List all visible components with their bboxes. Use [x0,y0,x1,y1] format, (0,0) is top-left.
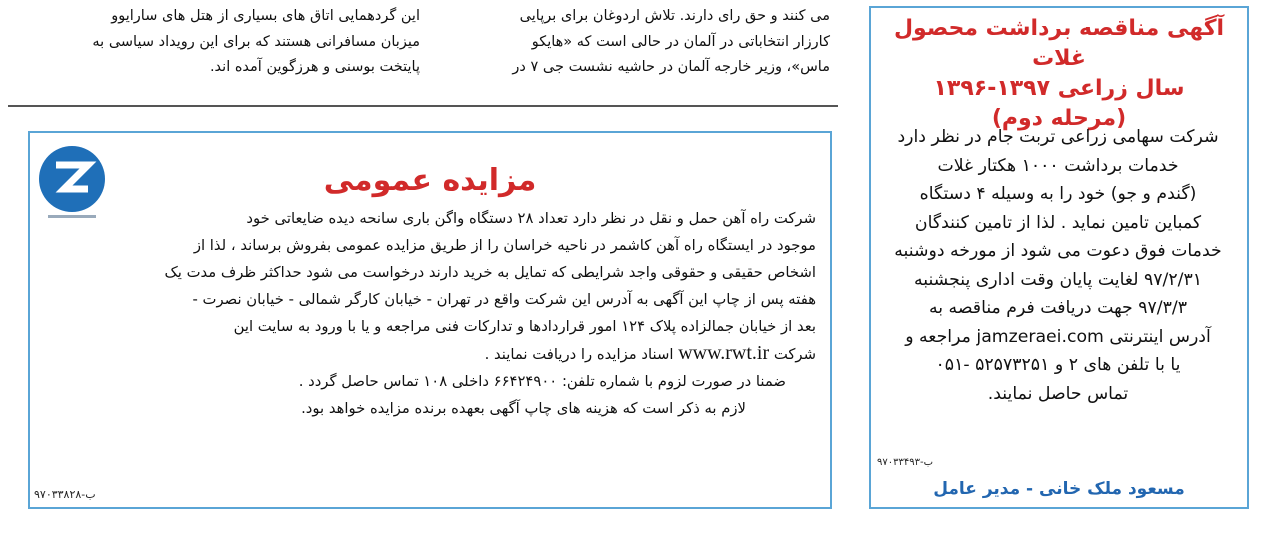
news-line: این گردهمایی اتاق های بسیاری از هتل های سارایوو [111,8,420,24]
auction-line: ضمنا در صورت لزوم با شماره تلفن: ۶۶۴۲۴۹۰۰ داخلی ۱۰۸ تماس حاصل گردد . [298,373,786,390]
tender-line: ۹۷/۲/۳۱ لغایت پایان وقت اداری پنجشنبه [913,269,1203,290]
tender-line: شرکت سهامی زراعی تربت جام در نظر دارد [897,127,1219,147]
auction-line [40,340,816,368]
auction-line-suffix: اسناد مزایده را دریافت نمایند . [484,346,674,363]
tender-signature: مسعود ملک خانی - مدیر عامل [933,479,1185,499]
tender-line: یا با تلفن های ۲ و ۵۲۵۷۳۲۵۱ -۰۵۱ [935,355,1181,375]
auction-title: مزایده عمومی [323,163,537,198]
tender-title [877,14,1241,134]
news-line: می کنند و حق رای دارند. تلاش اردوغان برای برپایی [519,8,830,24]
auction-line: بعد از خیابان جمالزاده پلاک ۱۲۴ امور قراردادها و تدارکات فنی مراجعه و یا با ورود به سایت این [233,318,816,335]
tender-line: خدمات برداشت ۱۰۰۰ هکتار غلات [937,155,1179,176]
news-line: ماس»، وزیر خارجه آلمان در حاشیه نشست جی ۷ در [512,59,830,75]
tender-title-line: (مرحله دوم) [991,106,1127,131]
auction-line: هفته پس از چاپ این آگهی به آدرس این شرکت واقع در تهران - خیابان کارگر شمالی - خیابان نصرت - [192,291,816,308]
auction-line: اشخاص حقیقی و حقوقی واجد شرایطی که تمایل به خرید دارند درخواست می شود حداکثر ظرف مدت یک [164,264,816,281]
auction-body [40,205,816,422]
auction-line: شرکت راه آهن حمل و نقل در نظر دارد تعداد ۲۸ دستگاه واگن باری سانحه دیده ضایعاتی خود [246,210,816,227]
tender-line: آدرس اینترنتی jamzeraei.com مراجعه و [905,326,1211,347]
auction-line-prefix: شرکت [773,346,816,363]
tender-title-line: آگهی مناقصه برداشت محصول غلات [893,16,1225,71]
tender-ad [869,6,1249,509]
tender-line: کمباین تامین نماید . لذا از تامین کنندگان [914,212,1202,233]
tender-line: تماس حاصل نمایند. [987,383,1129,404]
tender-line: خدمات فوق دعوت می شود از مورخه دوشنبه [894,241,1222,261]
news-column-1 [440,4,830,81]
tender-body [881,123,1235,408]
news-line: میزبان مسافرانی هستند که برای این رویداد سیاسی به [92,33,420,50]
tender-line: ۹۷/۳/۳ جهت دریافت فرم مناقصه به [928,298,1188,318]
auction-ad [28,131,832,509]
tender-title-line: سال زراعی ۱۳۹۷-۱۳۹۶ [933,76,1185,101]
ad-code: ۹۷۰۳۳۴۹۳-ب [877,457,933,468]
ad-code: ۹۷۰۳۳۸۲۸-ب [34,488,96,501]
auction-line: لازم به ذکر است که هزینه های چاپ آگهی بعهده برنده مزایده خواهد بود. [301,400,746,417]
news-line: کارزار انتخاباتی در آلمان در حالی است که «هایکو [531,33,830,50]
tender-line: (گندم و جو) خود را به وسیله ۴ دستگاه [919,184,1197,204]
section-divider [8,105,838,107]
news-line: پایتخت بوسنی و هرزگوین آمده اند. [209,59,420,75]
auction-line: موجود در ایستگاه راه آهن کاشمر در ناحیه خراسان را از طریق مزایده عمومی بفروش برساند ، لذا از [193,237,816,254]
website-link[interactable]: www.rwt.ir [678,342,770,364]
news-column-2 [92,4,420,81]
